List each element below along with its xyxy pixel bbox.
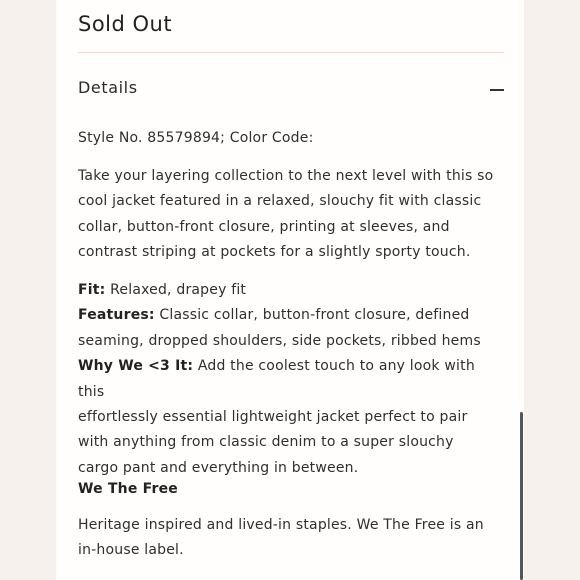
sold-out-label: Sold Out [78, 12, 173, 36]
description [78, 164, 504, 266]
description-line: Take your layering collection to the next level with this so [78, 168, 494, 184]
fit-line [78, 278, 504, 303]
brand-desc-line: Heritage inspired and lived-in staples. We The Free is an [78, 517, 484, 533]
brand-description [78, 513, 504, 564]
scrollbar[interactable] [520, 412, 523, 580]
why-line-4: cargo pant and everything in between. [78, 459, 359, 476]
features-value: Classic collar, button-front closure, defined [154, 307, 470, 324]
why-label: Why We <3 It: [78, 358, 194, 375]
product-attributes [78, 278, 504, 481]
features-line [78, 303, 504, 328]
features-line-2: seaming, dropped shoulders, side pockets, ribbed hems [78, 332, 481, 349]
details-accordion-header[interactable] [78, 78, 504, 102]
brand-title: We The Free [78, 481, 178, 497]
why-value: Add the coolest touch to any look with this [78, 358, 475, 400]
product-details-panel [56, 0, 524, 580]
style-number: Style No. 85579894; Color Code: [78, 130, 314, 146]
why-line [78, 354, 504, 405]
why-line-2: effortlessly essential lightweight jacket perfect to pair [78, 409, 468, 426]
fit-label: Fit: [78, 282, 106, 298]
description-line: cool jacket featured in a relaxed, slouchy fit with classic [78, 193, 482, 210]
divider [78, 52, 504, 53]
description-line: contrast striping at pockets for a slightly sporty touch. [78, 244, 471, 261]
brand-desc-line: in-house label. [78, 542, 184, 559]
features-label: Features: [78, 307, 155, 324]
left-margin [0, 0, 56, 580]
right-margin [524, 0, 580, 580]
description-line: collar, button-front closure, printing at sleeves, and [78, 218, 450, 235]
details-title: Details [78, 78, 138, 97]
why-line-3: with anything from classic denim to a super slouchy [78, 434, 454, 451]
minus-icon[interactable] [490, 89, 504, 91]
fit-value: Relaxed, drapey fit [105, 282, 247, 298]
